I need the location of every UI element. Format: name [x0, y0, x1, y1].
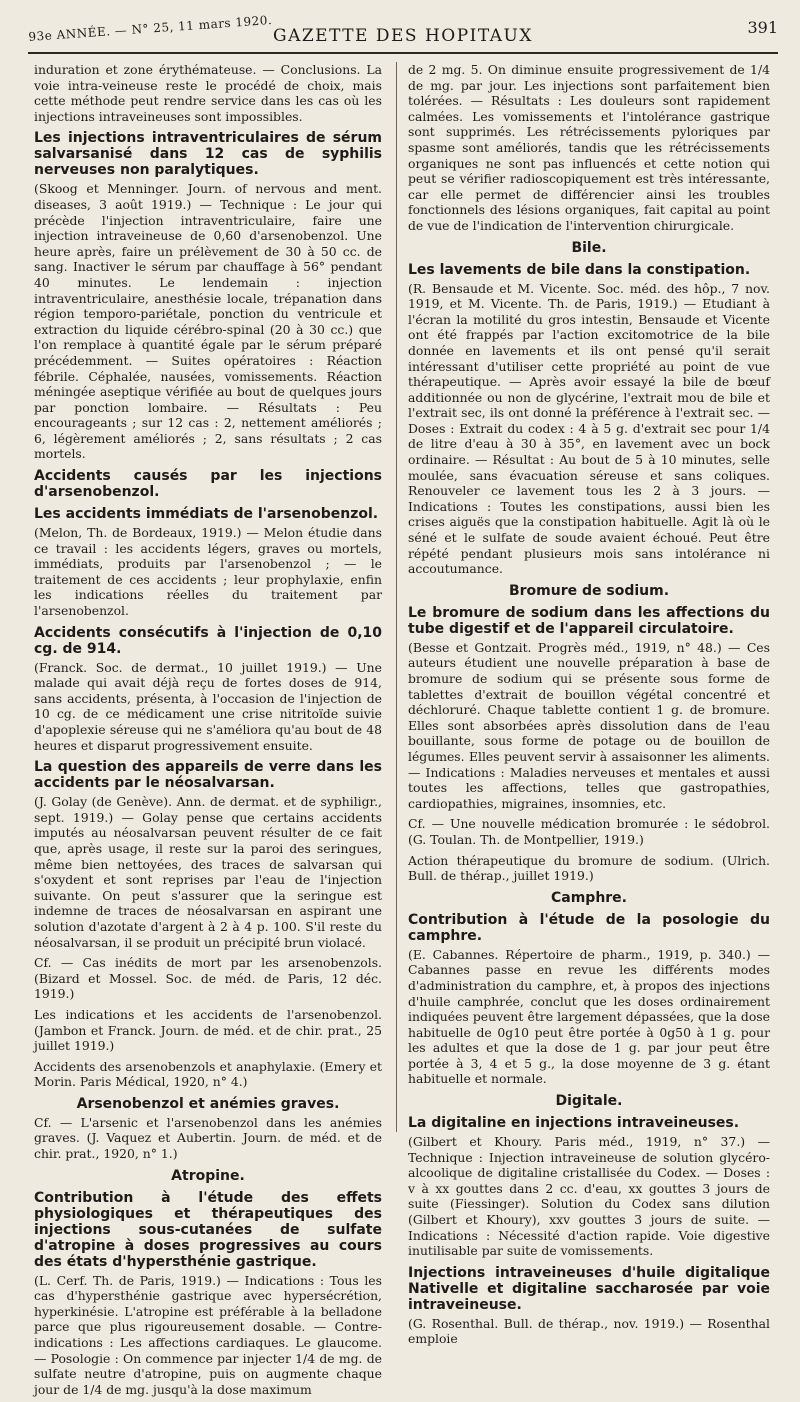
article-heading: La digitaline en injections intraveineuses.: [408, 1115, 740, 1132]
paragraph: de 2 mg. 5. On diminue ensuite progressivement de 1/4 de mg. par jour. Les injections sont parfaitement bien tolérées. — Résultats : Les douleurs sont rapidement calmées. Les vomissements et l'intolérance gastrique sont supprimés. Les rétrécissements pyloriques par spasme sont améliorés, tandis que les rétrécissements organiques ne sont pas influencés et cette notion qui peut se vérifier radioscopiquement est très intéressante, car elle permet de différencier ainsi les troubles fonctionnels des lésions organiques, fait capital au point de vue de l'indication de l'intervention chirurgicale.: [408, 62, 770, 233]
article-heading: Accidents consécutifs à l'injection de 0,10 cg. de 914.: [34, 624, 382, 657]
paragraph: (E. Cabannes. Répertoire de pharm., 1919, p. 340.) — Cabannes passe en revue les différents modes d'administration du camphre, et, à propos des injections d'huile camphrée, conclut que les doses ordinairement indiquées peuvent être largement dépassées, que la dose habituelle de 0g10 peut être portée à 0g50 à 1 g. pour les adultes et que la dose de 1 g. par jour peut être portée à 3, 4 et 5 g., la dose moyenne de 3 g. étant habituelle et normale.: [408, 946, 770, 1087]
section-heading: Atropine.: [171, 1167, 245, 1184]
paragraph: (Gilbert et Khoury. Paris méd., 1919, n° 37.) — Technique : Injection intraveineuse de solution glycéro-alcoolique de digitaline cristallisée du Codex. — Doses : v à xx gouttes dans 2 cc. d'eau, xx gouttes 3 jours de suite (Fiessinger). Solution du Codex sans dilution (Gilbert et Khoury), xxv gouttes 3 jours de suite. — Indications : Nécessité d'action rapide. Voie digestive inutilisable par suite de vomissements.: [408, 1134, 770, 1259]
column-divider: [396, 62, 397, 1132]
paragraph: (Franck. Soc. de dermat., 10 juillet 1919.) — Une malade qui avait déjà reçu de fortes doses de 914, sans accidents, présenta, à l'occasion de l'injection de 10 cg. de ce médicament une crise nitritoïde suivie d'apoplexie séreuse qui ne s'améliora qu'au bout de 48 heures et disparut progressivement ensuite.: [34, 659, 382, 753]
running-head: [28, 14, 778, 54]
article-heading: Les injections intraventriculaires de sérum salvarsanisé dans 12 cas de syphilis nerveuses non paralytiques.: [34, 130, 382, 179]
article-heading: Injections intraveineuses d'huile digitalique Nativelle et digitaline saccharosée par voie intraveineuse.: [408, 1264, 770, 1313]
section-heading: Accidents causés par les injections d'arsenobenzol.: [34, 468, 382, 501]
paragraph: (R. Bensaude et M. Vicente. Soc. méd. des hôp., 7 nov. 1919, et M. Vicente. Th. de Paris, 1919.) — Etudiant à l'écran la motilité du gros intestin, Bensaude et Vicente ont été frappés par l'action excitomotrice de la bile donnée en lavements et ils ont pensé qu'il serait intéressant d'utiliser cette propriété au point de vue thérapeutique. — Après avoir essayé la bile de bœuf additionnée ou non de glycérine, l'extrait mou de bile et l'extrait sec, ils ont donné la préférence à l'extrait sec. — Doses : Extrait du codex : 4 à 5 g. d'extrait sec pour 1/4 de litre d'eau à 30 à 35°, en lavement avec un bock ordinaire. — Résultat : Au bout de 5 à 10 minutes, selle moulée, sans évacuation séreuse et sans coliques. Renouveler ce lavement tous les 2 à 3 jours. — Indications : Toutes les constipations, aussi bien les crises aiguës que la constipation habituelle. Agit là où le séné et le sulfate de soude avaient échoué. Peut être répété pendant plusieurs mois sans intolérance ni accoutumance.: [408, 280, 770, 577]
paragraph: induration et zone érythémateuse. — Conclusions. La voie intra-veineuse reste le procédé de choix, mais cette méthode peut rendre service dans les cas où les injections intraveineuses sont impossibles.: [34, 62, 382, 124]
article-heading: Contribution à l'étude de la posologie du camphre.: [408, 911, 770, 944]
journal-title: GAZETTE DES HOPITAUX: [272, 26, 533, 46]
paragraph: (Skoog et Menninger. Journ. of nervous and ment. diseases, 3 août 1919.) — Technique : Le jour qui précède l'injection intraventriculaire, faire une injection intraveineuse de 0,60 d'arsenobenzol. Une heure après, faire un prélèvement de 30 à 50 cc. de sang. Inactiver le sérum par chauffage à 56° pendant 40 minutes. Le lendemain : injection intraventriculaire, anesthésie locale, trépanation dans région temporo-pariétale, ponction du ventricule et extraction du liquide cérébro-spinal (20 à 30 cc.) que l'on remplace à quantité égale par le sérum préparé précédemment. — Suites opératoires : Réaction fébrile. Céphalée, nausées, vomissements. Réaction méningée aseptique vérifiée au bout de quelques jours par ponction lombaire. — Résultats : Peu encourageants ; sur 12 cas : 2, nettement améliorés ; 6, légèrement améliorés ; 2, sans résultats ; 2 cas mortels.: [34, 181, 382, 462]
paragraph: (L. Cerf. Th. de Paris, 1919.) — Indications : Tous les cas d'hypersthénie gastrique avec hypersécrétion, hyperkinésie. L'atropine est préférable à la belladone parce que plus rigoureusement dosable. — Contre-indications : Les affections cardiaques. Le glaucome. — Posologie : On commence par injecter 1/4 de mg. de sulfate neutre d'atropine, puis on augmente chaque jour de 1/4 de mg. jusqu'à la dose maximum: [34, 1272, 382, 1397]
cross-reference: Cf. — Cas inédits de mort par les arsenobenzols. (Bizard et Mossel. Soc. de méd. de Paris, 12 déc. 1919.): [34, 955, 382, 1002]
section-heading: Arsenobenzol et anémies graves.: [76, 1095, 340, 1112]
paragraph: (J. Golay (de Genève). Ann. de dermat. et de syphiligr., sept. 1919.) — Golay pense que certains accidents imputés au néosalvarsan peuvent résulter de ce fait que, après usage, il reste sur la paroi des seringues, même bien nettoyées, des traces de salvarsan qui s'oxydent et sont reprises par l'eau de l'injection suivante. On peut s'assurer que la seringue est indemne de traces de néosalvarsan en aspirant une solution d'azotate d'argent à 2 à 4 p. 100. S'il reste du néosalvarsan, il se produit un précipité brun violacé.: [34, 794, 382, 950]
cross-reference: Cf. — Une nouvelle médication bromurée : le sédobrol. (G. Toulan. Th. de Montpellier, 1919.): [408, 816, 770, 847]
section-heading: Digitale.: [555, 1093, 623, 1110]
header-rule: [28, 52, 778, 54]
article-heading: Contribution à l'étude des effets physiologiques et thérapeutiques des injections sous-cutanées de sulfate d'atropine à doses progressives au cours des états d'hypersthénie gastrique.: [34, 1189, 382, 1270]
right-column: [408, 62, 770, 1352]
page-number: 391: [747, 18, 778, 37]
cross-reference: Cf. — L'arsenic et l'arsenobenzol dans les anémies graves. (J. Vaquez et Aubertin. Journ. de méd. et de chir. prat., 1920, n° 1.): [34, 1114, 382, 1162]
article-heading: Les accidents immédiats de l'arsenobenzol.: [34, 506, 379, 523]
cross-reference: Accidents des arsenobenzols et anaphylaxie. (Emery et Morin. Paris Médical, 1920, n° 4.): [34, 1058, 382, 1090]
paragraph: (Melon, Th. de Bordeaux, 1919.) — Melon étudie dans ce travail : les accidents légers, graves ou mortels, immédiats, produits par l'arsenobenzol ; — le traitement de ces accidents ; leur prophylaxie, enfin les indications réelles du traitement par l'arsenobenzol.: [34, 525, 382, 619]
section-heading: Bromure de sodium.: [508, 582, 670, 599]
paragraph: (Besse et Gontzait. Progrès méd., 1919, n° 48.) — Ces auteurs étudient une nouvelle préparation à base de bromure de sodium qui se présente sous forme de tablettes d'extrait de bouillon végétal concentré et déchloruré. Chaque tablette contient 1 g. de bromure. Elles sont absorbées après dissolution dans de l'eau bouillante, sous forme de potage ou de bouillon de légumes. Elles peuvent servir à assaisonner les aliments. — Indications : Maladies nerveuses et mentales et aussi toutes les affections, telles que gastropathies, cardiopathies, migraines, insomnies, etc.: [408, 639, 770, 811]
article-heading: Le bromure de sodium dans les affections du tube digestif et de l'appareil circulatoire.: [408, 604, 770, 637]
section-heading: Bile.: [571, 239, 607, 256]
article-heading: La question des appareils de verre dans les accidents par le néosalvarsan.: [34, 759, 382, 792]
left-column: [34, 62, 382, 1402]
cross-reference: Les indications et les accidents de l'arsenobenzol. (Jambon et Franck. Journ. de méd. et de chir. prat., 25 juillet 1919.): [34, 1006, 382, 1054]
issue-line: 93e ANNÉE. — N° 25, 11 mars 1920.: [28, 12, 273, 44]
paragraph: Action thérapeutique du bromure de sodium. (Ulrich. Bull. de thérap., juillet 1919.): [408, 852, 770, 884]
paragraph: (G. Rosenthal. Bull. de thérap., nov. 1919.) — Rosenthal emploie: [408, 1315, 770, 1347]
article-heading: Les lavements de bile dans la constipation.: [408, 261, 751, 278]
section-heading: Camphre.: [550, 889, 627, 906]
